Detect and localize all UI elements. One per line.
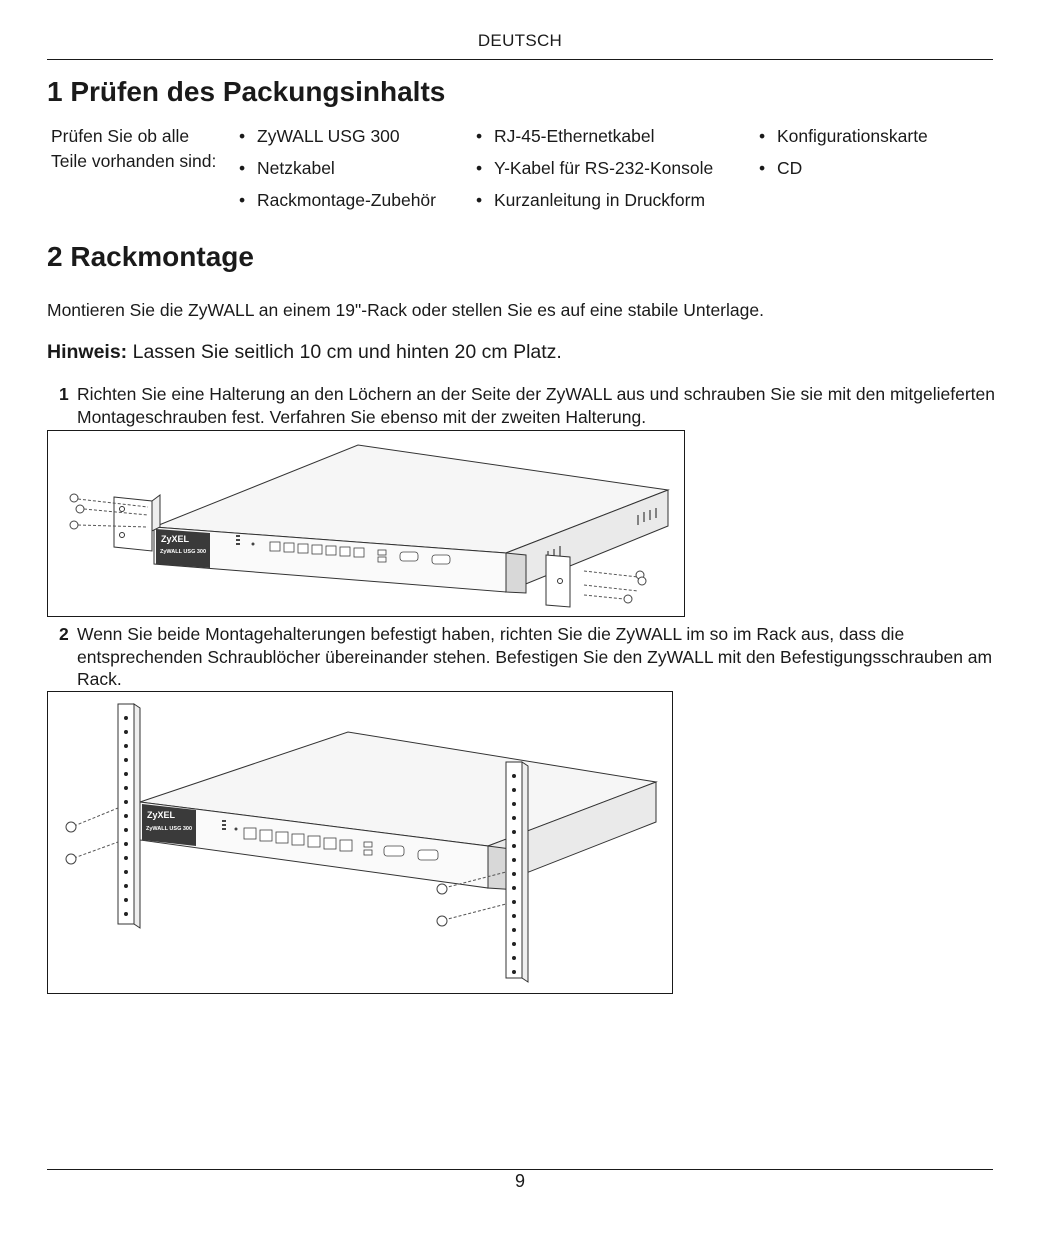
section-2-title: 2 Rackmontage xyxy=(47,241,254,272)
device-brand-label: ZyXEL xyxy=(161,534,190,544)
note xyxy=(47,341,562,364)
bracket-attachment-illustration xyxy=(48,431,684,616)
header-rule xyxy=(47,59,993,60)
device-model-label: ZyWALL USG 300 xyxy=(160,549,207,555)
running-header-language: DEUTSCH xyxy=(477,31,563,50)
package-contents-column-3 xyxy=(759,123,928,187)
package-contents-column-2 xyxy=(476,123,713,219)
step-text: Wenn Sie beide Montagehalterungen befestigt haben, richten Sie die ZyWALL im so im Rack aus, dass die entsprechenden Schraublöcher übereinander stehen. Befestigen Sie den ZyWALL mit den Befestigungsschrauben am Rack. xyxy=(77,624,993,689)
note-label: Hinweis: xyxy=(47,341,128,363)
package-item: • Kurzanleitung in Druckform xyxy=(476,190,706,210)
rack-mount-intro: Montieren Sie die ZyWALL an einem 19"-Rack oder stellen Sie es auf eine stabile Unterlage. xyxy=(47,300,764,320)
page-number: 9 xyxy=(514,1171,525,1191)
figure-bracket-attachment xyxy=(47,430,685,617)
package-item: • Konfigurationskarte xyxy=(759,126,928,146)
package-item: • Y-Kabel für RS-232-Konsole xyxy=(476,158,714,178)
device-model-label: ZyWALL USG 300 xyxy=(146,826,193,832)
package-check-intro: Prüfen Sie ob alle Teile vorhanden sind: xyxy=(51,126,217,171)
package-item: • CD xyxy=(759,158,803,178)
step-number: 1 xyxy=(59,384,69,404)
device-brand-label: ZyXEL xyxy=(147,810,176,820)
package-item: • ZyWALL USG 300 xyxy=(239,126,400,146)
step-number: 2 xyxy=(59,624,69,644)
figure-rack-mounting xyxy=(47,691,673,994)
footer-rule xyxy=(47,1169,993,1170)
package-item: • Rackmontage-Zubehör xyxy=(239,190,436,210)
step-text: Richten Sie eine Halterung an den Löchern an der Seite der ZyWALL aus und schrauben Sie sie mit den mitgelieferten Montageschrauben fest. Verfahren Sie ebenso mit der zweiten Halterung. xyxy=(77,384,995,427)
note-text: Lassen Sie seitlich 10 cm und hinten 20 cm Platz. xyxy=(127,341,562,363)
package-contents-column-1 xyxy=(239,123,436,219)
package-item: • Netzkabel xyxy=(239,158,335,178)
section-1-title: 1 Prüfen des Packungsinhalts xyxy=(47,76,446,107)
package-item: • RJ-45-Ethernetkabel xyxy=(476,126,655,146)
rack-mounting-illustration xyxy=(48,692,672,993)
